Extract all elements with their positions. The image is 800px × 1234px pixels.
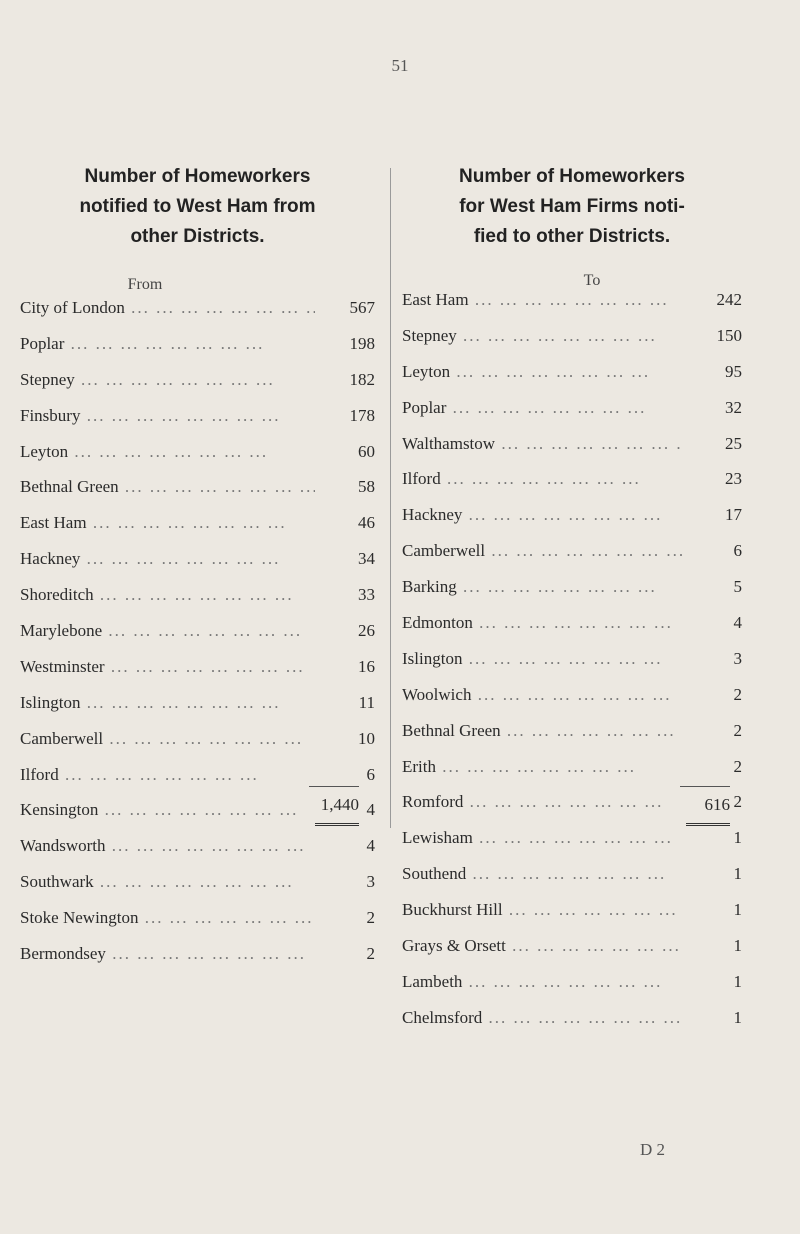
district-name: Bethnal Green ... (402, 721, 682, 741)
left-total: 1,440 (320, 795, 359, 814)
table-row (402, 864, 742, 900)
district-name: Bethnal Green ... (20, 477, 315, 497)
homeworker-count: 1 (733, 900, 742, 920)
table-row (402, 685, 742, 721)
district-name: Stoke Newington ... (20, 908, 315, 928)
homeworker-count: 25 (725, 433, 742, 453)
double-rule (686, 823, 730, 826)
table-row (20, 944, 375, 980)
table-row (20, 872, 375, 908)
district-name: Wandsworth ... (20, 836, 315, 856)
homeworker-count: 1 (733, 1007, 742, 1027)
district-name: Lambeth ... (402, 972, 682, 992)
district-name: Poplar ... (20, 334, 315, 354)
homeworker-count: 11 (358, 692, 375, 712)
homeworker-count: 2 (733, 720, 742, 740)
homeworker-count: 33 (358, 585, 375, 605)
table-row (402, 577, 742, 613)
table-row (20, 334, 375, 370)
district-name: Finsbury ... (20, 406, 315, 426)
from-subheading: From (127, 276, 163, 293)
homeworker-count: 26 (358, 621, 375, 641)
homeworker-count: 17 (725, 505, 742, 525)
table-row (20, 370, 375, 406)
homeworker-count: 1 (733, 971, 742, 991)
table-row (402, 290, 742, 326)
right-total: 616 (704, 795, 730, 814)
total-rule (680, 786, 730, 787)
double-rule (315, 823, 359, 826)
homeworker-count: 2 (366, 944, 375, 964)
left-heading-line: notified to West Ham from (79, 196, 316, 217)
district-name: Stepney ... (20, 370, 315, 390)
table-row (20, 406, 375, 442)
district-name: Woolwich ... (402, 685, 682, 705)
homeworker-count: 5 (733, 577, 742, 597)
homeworker-count: 32 (725, 397, 742, 417)
table-row (402, 434, 742, 470)
district-name: Romford ... (402, 792, 682, 812)
table-row (20, 657, 375, 693)
district-name: East Ham ... (20, 513, 315, 533)
homeworker-count: 3 (366, 872, 375, 892)
table-row (402, 1008, 742, 1044)
district-name: Leyton ... (402, 362, 682, 382)
homeworker-count: 4 (366, 836, 375, 856)
from-district-list (20, 298, 375, 980)
district-name: Ilford ... (20, 765, 315, 785)
district-name: Marylebone ... (20, 621, 315, 641)
table-row (20, 693, 375, 729)
homeworker-count: 3 (733, 648, 742, 668)
left-total-block (259, 786, 359, 826)
homeworker-count: 182 (349, 369, 375, 389)
page-number: 51 (391, 56, 409, 75)
district-name: Buckhurst Hill ... (402, 900, 682, 920)
district-name: Walthamstow ... (402, 434, 682, 454)
table-row (402, 613, 742, 649)
table-row (402, 541, 742, 577)
district-name: Bermondsey ... (20, 944, 315, 964)
homeworker-count: 10 (358, 728, 375, 748)
homeworker-count: 1 (733, 936, 742, 956)
left-heading-line: other Districts. (130, 226, 265, 247)
district-name: Southend ... (402, 864, 682, 884)
right-heading-line: for West Ham Firms noti- (459, 196, 685, 217)
district-name: Leyton ... (20, 442, 315, 462)
table-row (402, 828, 742, 864)
to-subheading: To (583, 272, 601, 289)
homeworker-count: 1 (733, 864, 742, 884)
homeworker-count: 242 (716, 290, 742, 309)
table-row (402, 936, 742, 972)
table-row (402, 505, 742, 541)
table-row (20, 477, 375, 513)
district-name: Barking ... (402, 577, 682, 597)
homeworker-count: 16 (358, 656, 375, 676)
right-heading-line: fied to other Districts. (473, 226, 671, 247)
district-name: Hackney ... (402, 505, 682, 525)
homeworker-count: 567 (349, 298, 375, 317)
homeworker-count: 34 (358, 549, 375, 569)
table-row (20, 298, 375, 334)
table-row (402, 362, 742, 398)
homeworker-count: 6 (366, 764, 375, 784)
table-row (20, 513, 375, 549)
to-district-list (402, 290, 742, 1044)
table-row (20, 442, 375, 478)
table-row (402, 398, 742, 434)
district-name: Erith ... (402, 757, 682, 777)
homeworker-count: 150 (716, 325, 742, 345)
right-heading-line: Number of Homeworkers (459, 166, 685, 187)
column-divider (390, 168, 391, 828)
left-heading (20, 162, 375, 252)
table-row (20, 549, 375, 585)
district-name: Kensington ... (20, 800, 315, 820)
right-heading (402, 162, 742, 252)
table-row (402, 900, 742, 936)
district-name: Ilford ... (402, 469, 682, 489)
district-name: Poplar ... (402, 398, 682, 418)
district-name: Lewisham ... (402, 828, 682, 848)
district-name: Southwark ... (20, 872, 315, 892)
table-row (402, 326, 742, 362)
total-rule (309, 786, 359, 787)
homeworker-count: 1 (733, 828, 742, 848)
district-name: Chelmsford ... (402, 1008, 682, 1028)
homeworker-count: 2 (733, 792, 742, 812)
left-column-from (20, 162, 375, 980)
table-row (20, 836, 375, 872)
district-name: East Ham ... (402, 290, 682, 310)
table-row (20, 729, 375, 765)
district-name: City of London ... (20, 298, 315, 318)
homeworker-count: 2 (733, 684, 742, 704)
table-row (20, 908, 375, 944)
homeworker-count: 58 (358, 477, 375, 497)
district-name: Islington ... (20, 693, 315, 713)
district-name: Islington ... (402, 649, 682, 669)
right-total-block (630, 786, 730, 826)
table-row (402, 721, 742, 757)
district-name: Camberwell ... (402, 541, 682, 561)
district-name: Westminster ... (20, 657, 315, 677)
homeworker-count: 46 (358, 513, 375, 533)
district-name: Hackney ... (20, 549, 315, 569)
homeworker-count: 60 (358, 441, 375, 461)
homeworker-count: 23 (725, 469, 742, 489)
right-column-to (402, 162, 742, 1044)
table-row (20, 585, 375, 621)
district-name: Shoreditch ... (20, 585, 315, 605)
left-heading-line: Number of Homeworkers (84, 166, 311, 187)
table-row (402, 972, 742, 1008)
homeworker-count: 95 (725, 361, 742, 381)
homeworker-count: 2 (733, 756, 742, 776)
district-name: Camberwell ... (20, 729, 315, 749)
homeworker-count: 178 (349, 405, 375, 425)
homeworker-count: 6 (733, 541, 742, 561)
table-row (402, 649, 742, 685)
district-name: Grays & Orsett ... (402, 936, 682, 956)
signature-mark: D 2 (640, 1140, 666, 1159)
homeworker-count: 198 (349, 333, 375, 353)
homeworker-count: 4 (366, 800, 375, 820)
table-row (402, 469, 742, 505)
table-row (20, 621, 375, 657)
homeworker-count: 4 (733, 613, 742, 633)
homeworker-count: 2 (366, 908, 375, 928)
district-name: Stepney ... (402, 326, 682, 346)
district-name: Edmonton ... (402, 613, 682, 633)
